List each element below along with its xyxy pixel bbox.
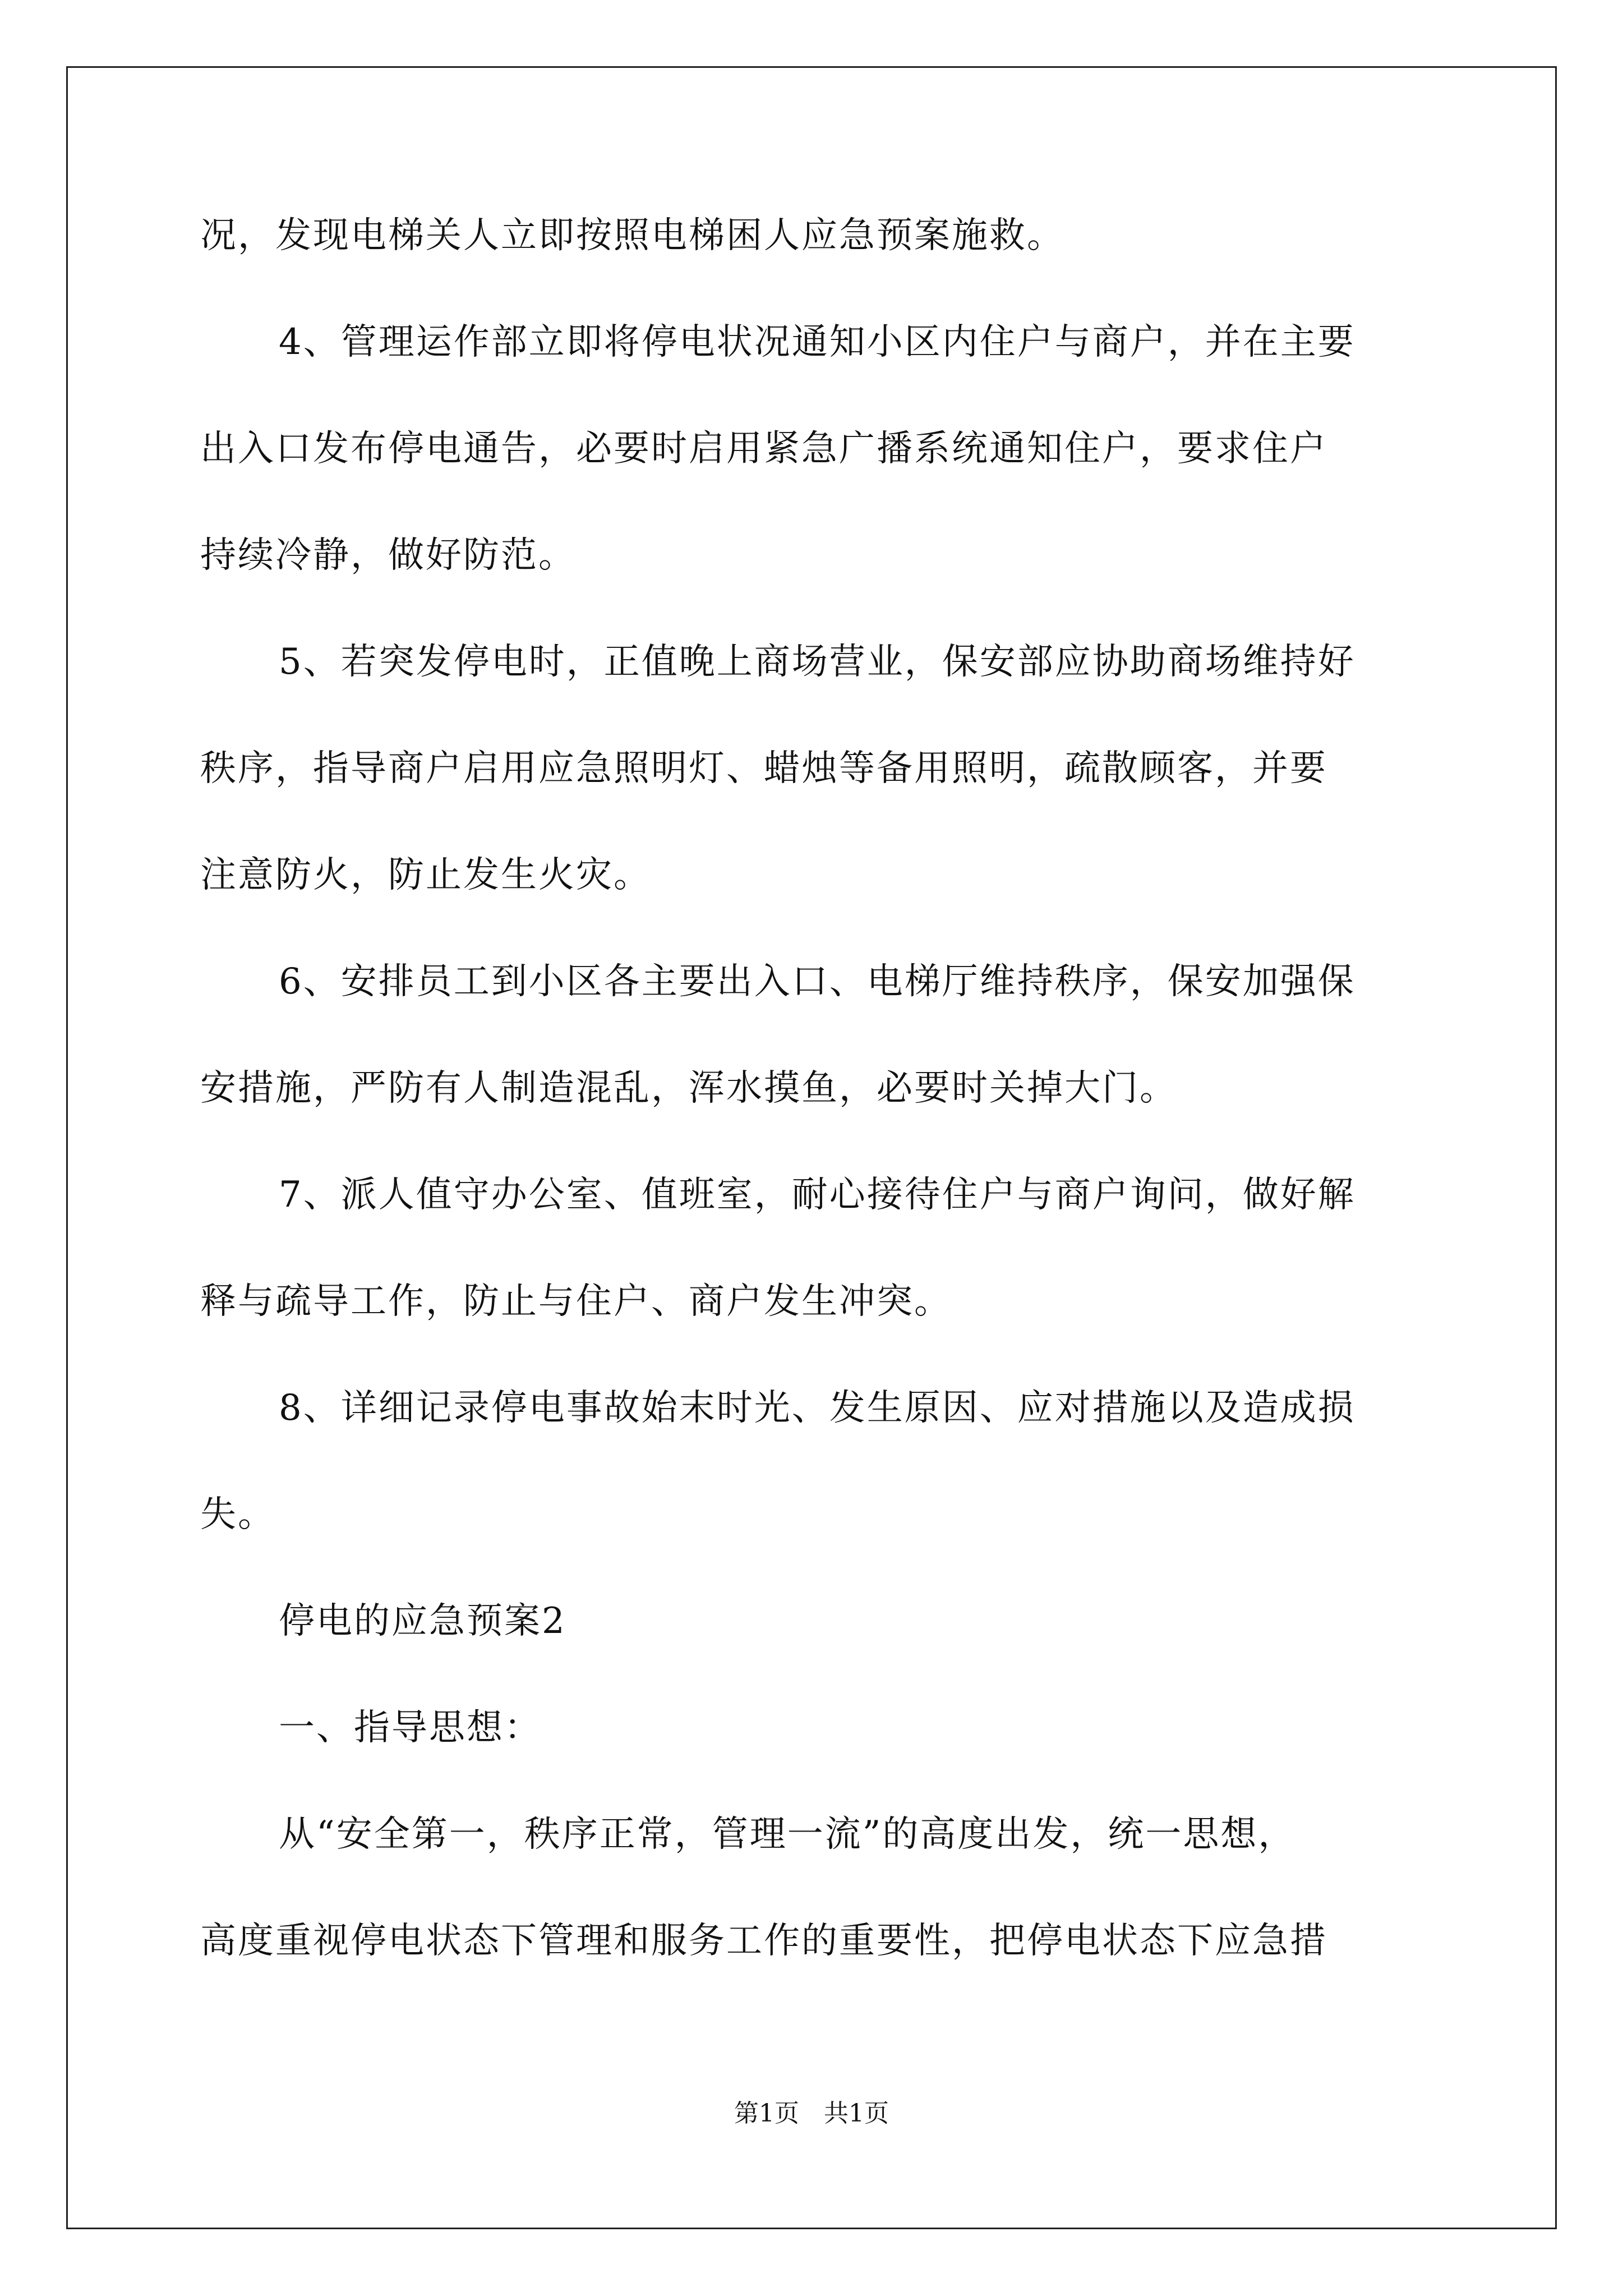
section-heading: 一、指导思想：	[279, 1707, 542, 1749]
page-border	[66, 66, 1557, 2229]
section-title: 停电的应急预案2	[279, 1600, 566, 1642]
text-line: 从“安全第一，秩序正常，管理一流”的高度出发，统一思想，	[279, 1814, 1296, 1855]
text-line: 8、详细记录停电事故始末时光、发生原因、应对措施以及造成损	[279, 1387, 1355, 1429]
text-line: 持续冷静，做好防范。	[200, 535, 576, 576]
text-line: 秩序，指导商户启用应急照明灯、蜡烛等备用照明，疏散顾客，并要	[200, 748, 1327, 789]
text-line: 安措施，严防有人制造混乱，浑水摸鱼，必要时关掉大门。	[200, 1068, 1177, 1109]
text-line: 7、派人值守办公室、值班室，耐心接待住户与商户询问，做好解	[279, 1174, 1355, 1216]
text-line: 4、管理运作部立即将停电状况通知小区内住户与商户，并在主要	[279, 321, 1355, 363]
page-footer	[0, 2098, 1623, 2129]
text-line: 6、安排员工到小区各主要出入口、电梯厅维持秩序，保安加强保	[279, 961, 1355, 1002]
text-line: 况，发现电梯关人立即按照电梯困人应急预案施救。	[200, 215, 1064, 256]
text-line: 失。	[200, 1494, 275, 1535]
text-line: 5、若突发停电时，正值晚上商场营业，保安部应协助商场维持好	[279, 641, 1355, 683]
text-line: 释与疏导工作，防止与住户、商户发生冲突。	[200, 1281, 952, 1322]
text-line: 出入口发布停电通告，必要时启用紧急广播系统通知住户，要求住户	[200, 428, 1327, 470]
page-number: 第1页	[734, 2099, 799, 2128]
page-total: 共1页	[824, 2099, 889, 2128]
text-line: 注意防火，防止发生火灾。	[200, 854, 651, 896]
text-line: 高度重视停电状态下管理和服务工作的重要性，把停电状态下应急措	[200, 1920, 1327, 1962]
